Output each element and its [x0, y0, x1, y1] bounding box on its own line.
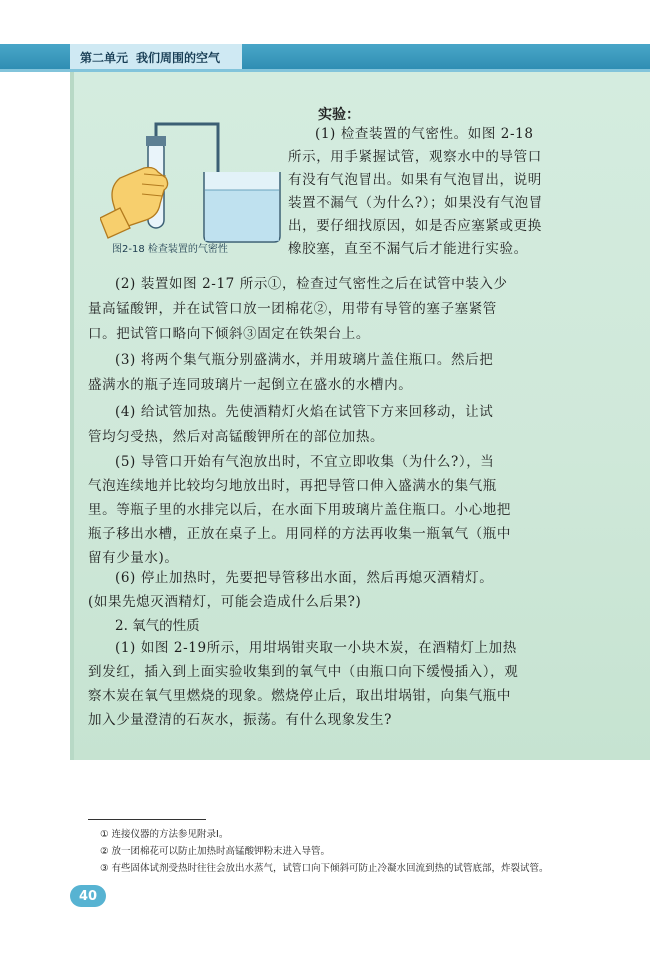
step-1-line: 出，要仔细找原因，如是否应塞紧或更换	[288, 218, 542, 234]
step-4-text	[88, 402, 588, 447]
footnote-3: ③ 有些固体试剂受热时往往会放出水蒸气，试管口向下倾斜可防止冷凝水回流到热的试管底部，炸裂试管。	[100, 863, 549, 874]
step-6-line: (6) 停止加热时，先要把导管移出水面，然后再熄灭酒精灯。	[115, 570, 494, 586]
airtightness-apparatus-illustration	[100, 108, 300, 248]
footnote-1: ① 连接仪器的方法参见附录Ⅰ。	[100, 829, 229, 840]
step-2-line: 口。把试管口略向下倾斜③固定在铁架台上。	[88, 326, 370, 342]
panel-edge	[70, 72, 74, 760]
unit-label: 第二单元	[80, 50, 129, 65]
step-5-line: 瓶子移出水槽，正放在桌子上。用同样的方法再收集一瓶氧气（瓶中	[88, 526, 511, 542]
unit-title: 我们周围的空气	[136, 50, 221, 65]
step-5-line: (5) 导管口开始有气泡放出时，不宜立即收集（为什么?），当	[115, 454, 495, 470]
figure-caption: 图2-18 检查装置的气密性	[112, 244, 228, 255]
step-1-line: 橡胶塞，直至不漏气后才能进行实验。	[288, 241, 528, 257]
section-2-line: (1) 如图 2-19所示，用坩埚钳夹取一小块木炭，在酒精灯上加热	[115, 640, 517, 656]
step-5-line: 里。等瓶子里的水排完以后，在水面下用玻璃片盖住瓶口。小心地把	[88, 502, 511, 518]
step-6-text	[88, 568, 588, 612]
step-3-line: 盛满水的瓶子连同玻璃片一起倒立在盛水的水槽内。	[88, 377, 413, 393]
step-1-line: 所示，用手紧握试管，观察水中的导管口	[288, 149, 542, 165]
step-1-line: 装置不漏气（为什么?）；如果没有气泡冒	[288, 195, 543, 211]
step-4-line: (4) 给试管加热。先使酒精灯火焰在试管下方来回移动，让试	[115, 404, 494, 420]
step-4-line: 管均匀受热，然后对高锰酸钾所在的部位加热。	[88, 429, 385, 445]
section-2-text	[88, 638, 588, 730]
page-number: 40	[70, 885, 106, 907]
unit-header	[70, 44, 242, 70]
step-3-text	[88, 350, 588, 395]
step-2-text	[88, 274, 588, 344]
step-3-line: (3) 将两个集气瓶分别盛满水，并用玻璃片盖住瓶口。然后把	[115, 352, 494, 368]
section-heading: 2. 氧气的性质	[115, 618, 200, 634]
footnote-2: ② 放一团棉花可以防止加热时高锰酸钾粉末进入导管。	[100, 846, 331, 857]
step-1-line: (1) 检查装置的气密性。如图 2-18	[315, 126, 534, 142]
experiment-heading: 实验：	[318, 107, 360, 123]
step-2-line: 量高锰酸钾，并在试管口放一团棉花②，用带有导管的塞子塞紧管	[88, 301, 497, 317]
step-5-text	[88, 452, 588, 568]
section-2-line: 到发红，插入到上面实验收集到的氧气中（由瓶口向下缓慢插入），观	[88, 664, 519, 680]
step-5-line: 气泡连续地并比较均匀地放出时，再把导管口伸入盛满水的集气瓶	[88, 478, 497, 494]
section-2-line: 察木炭在氧气里燃烧的现象。燃烧停止后，取出坩埚钳，向集气瓶中	[88, 688, 511, 704]
section-2-line: 加入少量澄清的石灰水，振荡。有什么现象发生?	[88, 712, 392, 728]
step-1-line: 有没有气泡冒出。如果有气泡冒出，说明	[288, 172, 542, 188]
step-5-line: 留有少量水)。	[88, 550, 179, 566]
step-1-text	[288, 124, 588, 259]
footnote-rule	[88, 819, 206, 820]
step-2-line: (2) 装置如图 2-17 所示①，检查过气密性之后在试管中装入少	[115, 276, 508, 292]
step-6-line: (如果先熄灭酒精灯，可能会造成什么后果?)	[88, 594, 362, 610]
